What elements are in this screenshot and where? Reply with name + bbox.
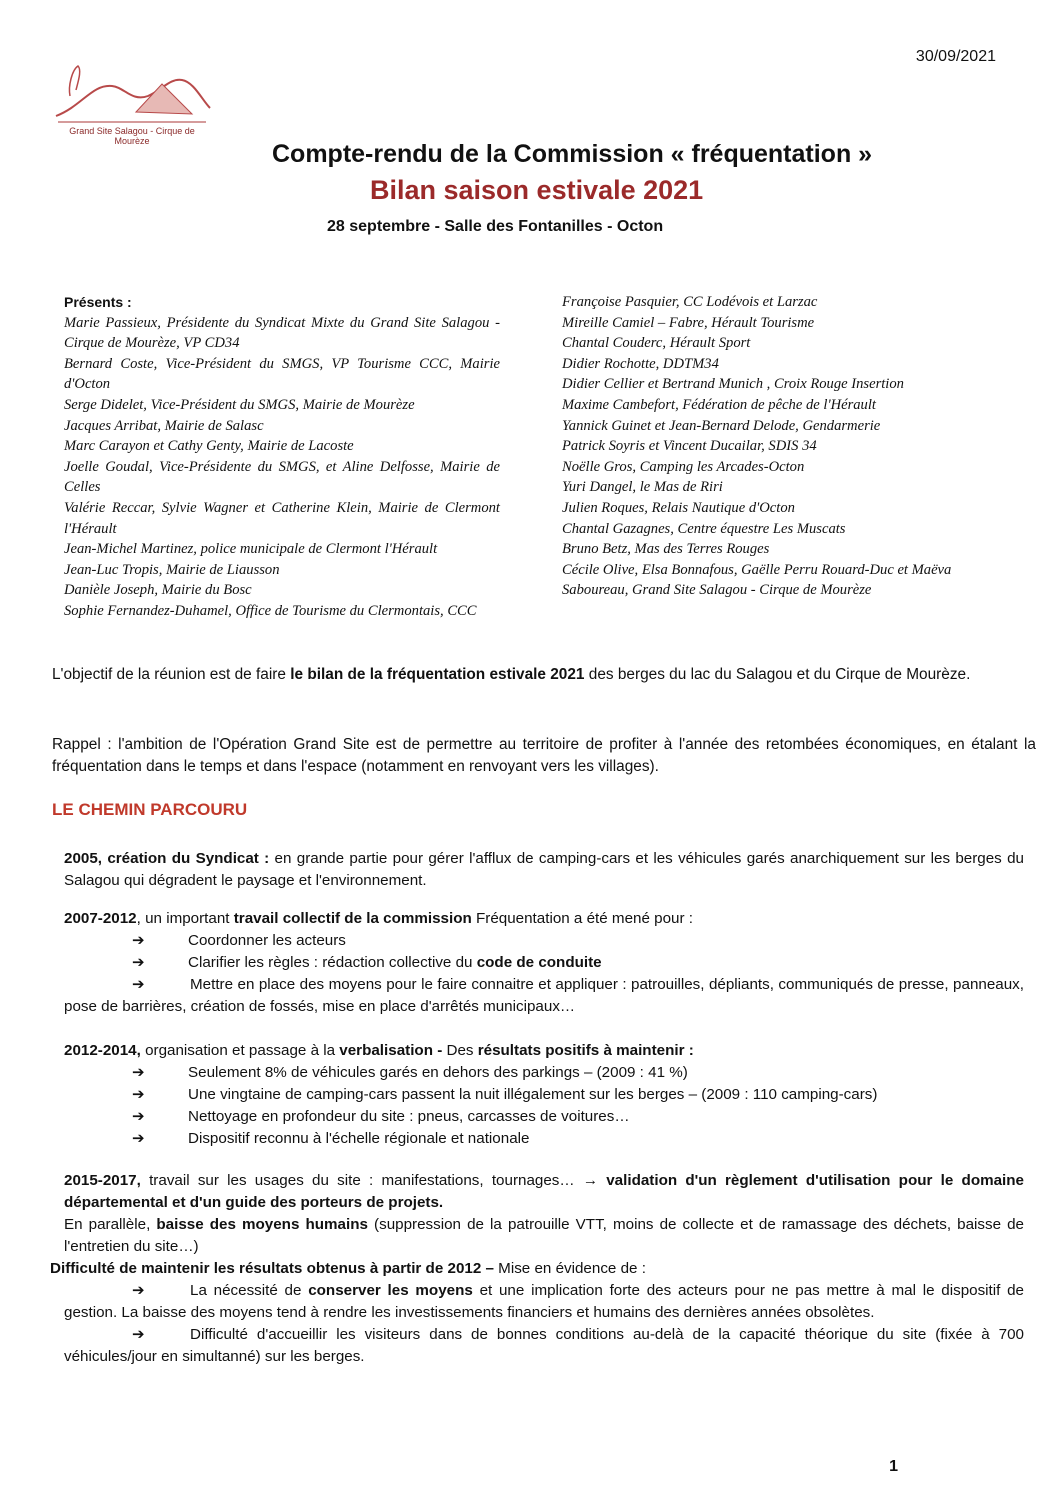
list-item: [64, 952, 1024, 974]
section-heading: LE CHEMIN PARCOURU: [52, 800, 248, 819]
arrow-icon: ➔: [132, 954, 145, 971]
attendee-line: Noëlle Gros, Camping les Arcades-Octon: [562, 458, 805, 475]
list-item-text: Difficulté d'accueillir les visiteurs dans de bonnes conditions au-delà de la capacité théorique du site (fixée à 700 véhicules/jour en simultanné) sur les berges.: [64, 1326, 1024, 1365]
emphasis: Difficulté de maintenir les résultats obtenus à partir de 2012 –: [50, 1260, 494, 1277]
attendee-line: Maxime Cambefort, Fédération de pêche de l'Hérault: [562, 396, 876, 413]
list-item-text: Seulement 8% de véhicules garés en dehors des parkings – (2009 : 41 %): [188, 1064, 688, 1081]
list-item-text: Coordonner les acteurs: [188, 932, 346, 949]
list-item: [64, 974, 1024, 1018]
attendee-line: Jacques Arribat, Mairie de Salasc: [64, 417, 264, 434]
arrow-icon: ➔: [132, 1326, 145, 1343]
grand-site-logo: [52, 56, 212, 148]
attendee-line: Françoise Pasquier, CC Lodévois et Larzac: [562, 294, 818, 310]
list-item-text: Nettoyage en profondeur du site : pneus, carcasses de voitures…: [188, 1108, 630, 1125]
emphasis: résultats positifs à maintenir :: [477, 1042, 694, 1059]
arrow-icon: ➔: [132, 1064, 145, 1081]
list-item-text-part: Clarifier les règles : rédaction collective du: [188, 954, 477, 971]
arrow-icon: ➔: [132, 1108, 145, 1125]
objective-paragraph: [52, 664, 1036, 686]
attendees-heading: Présents :: [64, 294, 132, 310]
year-label: 2005, création du Syndicat :: [64, 850, 270, 867]
block-text: travail sur les usages du site : manifestations, tournages…: [140, 1172, 583, 1189]
block-2015-2017: [50, 1170, 1025, 1368]
arrow-icon: ➔: [132, 1086, 145, 1103]
attendee-line: Danièle Joseph, Mairie du Bosc: [64, 582, 252, 599]
block-text: En parallèle,: [64, 1216, 157, 1233]
objective-bold: le bilan de la fréquentation estivale 2021: [290, 666, 585, 683]
list-item: [64, 1324, 1024, 1368]
logo-caption: Grand Site Salagou - Cirque de Mourèze: [69, 126, 195, 146]
attendee-line: Jean-Michel Martinez, police municipale de Clermont l'Hérault: [64, 541, 438, 558]
arrow-right-icon: →: [582, 1172, 598, 1189]
arrow-icon: ➔: [132, 1282, 145, 1299]
attendee-line: Joelle Goudal, Vice-Présidente du SMGS, et Aline Delfosse, Mairie de Celles: [64, 458, 500, 496]
emphasis: baisse des moyens humains: [156, 1216, 368, 1233]
list-item: [64, 1062, 1024, 1084]
attendee-line: Jean-Luc Tropis, Mairie de Liausson: [64, 561, 280, 578]
arrow-icon: ➔: [132, 976, 145, 993]
block-text: (suppression de la patrouille VTT, moins de collecte et de ramassage des déchets, baisse de l'entretien du site…): [64, 1216, 1025, 1255]
attendee-line: Marc Carayon et Cathy Genty, Mairie de Lacoste: [64, 438, 354, 455]
document-date: 30/09/2021: [915, 48, 996, 65]
arrow-icon: ➔: [132, 1130, 145, 1147]
block-text: Mise en évidence de :: [493, 1260, 646, 1277]
list-item-text: Dispositif reconnu à l'échelle régionale et nationale: [188, 1130, 530, 1147]
attendee-line: Serge Didelet, Vice-Président du SMGS, Mairie de Mourèze: [64, 396, 415, 413]
attendee-line: Cécile Olive, Elsa Bonnafous, Gaëlle Perru Rouard-Duc et Maëva Saboureau, Grand Site Salagou - Cirque de Mourèze: [562, 561, 952, 599]
list-item-text: Une vingtaine de camping-cars passent la nuit illégalement sur les berges – (2009 : 110 camping-cars): [188, 1086, 878, 1103]
mountain-logo-icon: [52, 56, 212, 126]
reminder-paragraph: Rappel : l'ambition de l'Opération Grand Site est de permettre au territoire de profiter à l'année des retombées économiques, en étalant la fréquentation dans le temps et dans l'espace (notamment en renvoyant vers les villages).: [52, 736, 1036, 775]
attendee-line: Bernard Coste, Vice-Président du SMGS, VP Tourisme CCC, Mairie d'Octon: [64, 355, 500, 393]
attendee-line: Bruno Betz, Mas des Terres Rouges: [562, 541, 770, 558]
emphasis: validation d'un règlement d'utilisation pour le domaine départemental et d'un guide des porteurs de projets.: [64, 1172, 1024, 1211]
list-item-text: Mettre en place des moyens pour le faire connaitre et appliquer : patrouilles, dépliants, communiqués de presse, panneaux, pose de barrières, création de fossés, mise en place d'arrêtés municipaux…: [64, 976, 1024, 1015]
attendee-line: Valérie Reccar, Sylvie Wagner et Catherine Klein, Mairie de Clermont l'Hérault: [64, 499, 500, 537]
objective-text: L'objectif de la réunion est de faire: [52, 666, 291, 683]
block-text: , un important: [136, 910, 234, 927]
list-item-text: [130, 952, 1024, 974]
list-item: [64, 1106, 1024, 1128]
list-item-text: La nécessité de: [190, 1282, 309, 1299]
emphasis: verbalisation -: [339, 1042, 447, 1059]
list-item-text: et une implication forte des acteurs pour ne pas mettre à mal le dispositif de gestion. La baisse des moyens tend à rendre les investissements financiers et humains des dernières années obsolètes.: [64, 1282, 1025, 1321]
attendee-line: Patrick Soyris et Vincent Ducailar, SDIS 34: [562, 438, 817, 455]
attendee-line: Didier Cellier et Bertrand Munich , Croix Rouge Insertion: [562, 376, 904, 393]
document-subtitle: Bilan saison estivale 2021: [370, 175, 704, 205]
block-text: Fréquentation a été mené pour :: [471, 910, 693, 927]
meeting-info: 28 septembre - Salle des Fontanilles - Octon: [327, 218, 664, 235]
arrow-icon: ➔: [132, 932, 145, 949]
list-item: [64, 930, 1024, 952]
list-item: [64, 1084, 1024, 1106]
document-title: Compte-rendu de la Commission « fréquentation »: [272, 140, 873, 168]
attendee-line: Chantal Couderc, Hérault Sport: [562, 335, 751, 352]
block-2005: [64, 848, 1024, 892]
year-label: 2012-2014,: [64, 1042, 141, 1059]
block-text: en grande partie pour gérer l'afflux de camping-cars et les véhicules garés anarchiquement sur les berges du Salagou qui dégradent le paysage et l'environnement.: [64, 850, 1024, 889]
block-text: Des: [446, 1042, 478, 1059]
block-text: organisation et passage à la: [140, 1042, 340, 1059]
attendees-left-column: [64, 292, 500, 622]
emphasis: code de conduite: [476, 954, 602, 971]
attendee-line: Mireille Camiel – Fabre, Hérault Tourisme: [562, 314, 815, 331]
list-item: [64, 1128, 1024, 1150]
block-2007-2012: [64, 908, 1024, 1018]
year-label: 2007-2012: [64, 910, 137, 927]
emphasis: conserver les moyens: [308, 1282, 473, 1299]
attendee-line: Marie Passieux, Présidente du Syndicat Mixte du Grand Site Salagou - Cirque de Mourèze, VP CD34: [64, 314, 500, 352]
attendee-line: Didier Rochotte, DDTM34: [562, 355, 719, 372]
attendee-line: Julien Roques, Relais Nautique d'Octon: [562, 499, 795, 516]
emphasis: travail collectif de la commission: [233, 910, 472, 927]
block-2012-2014: [64, 1040, 1024, 1150]
attendee-line: Yannick Guinet et Jean-Bernard Delode, Gendarmerie: [562, 417, 881, 434]
page-number: 1: [889, 1458, 898, 1475]
year-label: 2015-2017,: [64, 1172, 141, 1189]
attendee-line: Yuri Dangel, le Mas de Riri: [562, 479, 723, 496]
objective-text-end: des berges du lac du Salagou et du Cirque de Mourèze.: [584, 666, 971, 683]
list-item: [64, 1280, 1024, 1324]
attendees-right-column: [562, 292, 1000, 601]
attendee-line: Chantal Gazagnes, Centre équestre Les Muscats: [562, 520, 846, 537]
attendee-line: Sophie Fernandez-Duhamel, Office de Tourisme du Clermontais, CCC: [64, 602, 477, 619]
